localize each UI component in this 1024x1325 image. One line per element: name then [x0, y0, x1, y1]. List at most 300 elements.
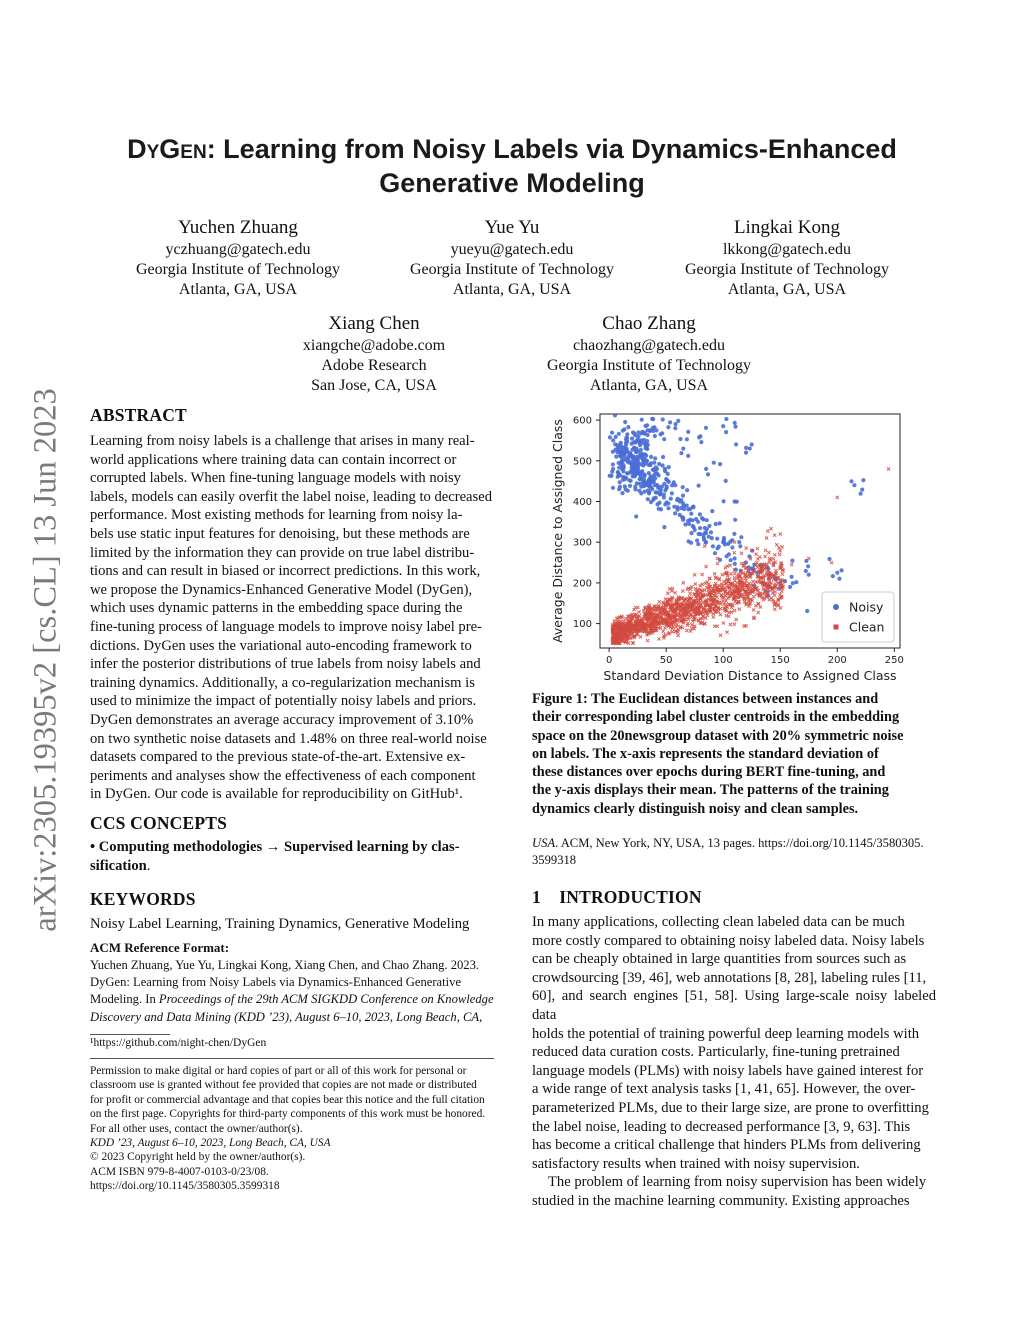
reference-continuation — [532, 835, 936, 869]
abstract-line: in DyGen. Our code is available for reproducibility on GitHub¹. — [90, 786, 463, 803]
permission-line: classroom use is granted without fee provided that copies are not made or distributed — [90, 1079, 477, 1092]
ccs-line — [90, 857, 494, 876]
noisy-point — [645, 459, 649, 463]
noisy-point — [704, 531, 708, 535]
noisy-point — [663, 488, 667, 492]
caption-line: these distances over epochs during BERT fine-tuning, and — [532, 764, 886, 781]
noisy-point — [662, 437, 666, 441]
author-block — [234, 312, 514, 396]
noisy-point — [744, 451, 748, 455]
noisy-point — [673, 511, 677, 515]
noisy-point — [615, 443, 619, 447]
permission-line: For all other uses, contact the owner/author(s). — [90, 1122, 303, 1135]
ccs-heading: CCS CONCEPTS — [90, 813, 228, 833]
abstract-line: tions and can result in biased or incorrect predictions. In this work, — [90, 563, 481, 580]
noisy-point — [638, 443, 642, 447]
noisy-point — [664, 477, 668, 481]
noisy-point — [634, 514, 638, 518]
noisy-point — [628, 484, 632, 488]
noisy-point — [735, 500, 739, 504]
noisy-point — [683, 522, 687, 526]
author-email: yczhuang@gatech.edu — [165, 241, 311, 258]
abstract-line: infer the posterior distributions of true labels from noisy labels and — [90, 656, 481, 673]
arxiv-side-banner: arXiv:2305.19395v2 [cs.CL] 13 Jun 2023 — [27, 388, 64, 932]
noisy-point — [673, 426, 677, 430]
noisy-point — [620, 459, 624, 463]
noisy-point — [617, 473, 621, 477]
noisy-point — [710, 536, 714, 540]
author-affiliation: Georgia Institute of Technology — [135, 261, 341, 278]
noisy-point — [662, 525, 666, 529]
intro-line: 60], and search engines [51, 58]. Using large-scale noisy labeled data — [532, 988, 936, 1023]
reference-line: Yuchen Zhuang, Yue Yu, Lingkai Kong, Xiang Chen, and Chao Zhang. 2023. — [90, 958, 480, 972]
noisy-point — [835, 571, 839, 575]
reference-cont-line — [532, 835, 936, 852]
noisy-point — [621, 478, 625, 482]
reference-cont-italic: USA — [532, 836, 556, 850]
noisy-point — [689, 512, 693, 516]
noisy-point — [640, 430, 644, 434]
legend — [822, 592, 894, 642]
abstract-line: bels use static input features for denoising, but these methods are — [90, 525, 470, 542]
noisy-point — [696, 520, 700, 524]
noisy-point — [658, 492, 662, 496]
noisy-point — [657, 473, 661, 477]
abstract-line: datasets compared to the previous state-of-the-art. Extensive ex- — [90, 749, 466, 766]
abstract-line: which uses dynamic patterns in the embedding space during the — [90, 600, 463, 617]
noisy-point — [707, 524, 711, 528]
x-tick-label: 0 — [605, 655, 613, 666]
noisy-point — [697, 484, 701, 488]
noisy-point — [689, 531, 693, 535]
author-affiliation: Adobe Research — [321, 357, 427, 374]
title-rest: : Learning from Noisy Labels via Dynamics-Enhanced — [206, 134, 897, 164]
x-tick-label: 100 — [713, 655, 733, 666]
intro-line: has become a critical challenge that hinders PLMs from delivering — [532, 1137, 921, 1154]
noisy-point — [726, 542, 730, 546]
figure-caption — [532, 690, 936, 818]
introduction-body — [532, 913, 936, 1211]
noisy-point — [660, 485, 664, 489]
author-name: Lingkai Kong — [733, 217, 841, 238]
noisy-point — [626, 489, 630, 493]
noisy-point — [737, 540, 741, 544]
noisy-point — [648, 463, 652, 467]
author-location: San Jose, CA, USA — [311, 377, 437, 394]
caption-line: the y-axis displays their mean. The patterns of the training — [532, 782, 889, 799]
noisy-point — [610, 431, 614, 435]
noisy-point — [633, 487, 637, 491]
caption-line: space on the 20newsgroup dataset with 20% symmetric noise — [532, 727, 904, 744]
noisy-point — [636, 434, 640, 438]
noisy-point — [689, 541, 693, 545]
abstract-body — [90, 432, 494, 804]
abstract-heading: ABSTRACT — [90, 405, 187, 425]
noisy-point — [698, 512, 702, 516]
noisy-point — [642, 477, 646, 481]
abstract-line: DyGen demonstrates an average accuracy improvement of 3.10% — [90, 711, 474, 728]
noisy-point — [650, 487, 654, 491]
ccs-line: • Computing methodologies → Supervised learning by clas- — [90, 839, 460, 855]
footnote: ¹https://github.com/night-chen/DyGen — [90, 1037, 267, 1049]
intro-line: satisfactory results when trained with noisy supervision. — [532, 1155, 860, 1172]
author-block — [647, 216, 927, 300]
noisy-point — [837, 577, 841, 581]
noisy-point — [706, 472, 710, 476]
abstract-line: used to minimize the impact of potentially noisy labels and priors. — [90, 693, 477, 710]
keywords-heading: KEYWORDS — [90, 889, 196, 909]
noisy-point — [849, 479, 853, 483]
y-tick-label: 500 — [572, 456, 592, 468]
author-location: Atlanta, GA, USA — [178, 281, 298, 298]
reference-cont-line: 3599318 — [532, 853, 577, 867]
noisy-point — [649, 500, 653, 504]
caption-line: their corresponding label cluster centroids in the embedding — [532, 709, 900, 726]
permission-line: Permission to make digital or hard copies of part or all of this work for personal or — [90, 1065, 467, 1077]
noisy-point — [661, 455, 665, 459]
y-tick-label: 600 — [572, 415, 592, 427]
noisy-point — [712, 461, 716, 465]
caption-line: on labels. The x-axis represents the standard deviation of — [532, 745, 879, 762]
intro-line: parameterized PLMs, due to their large size, are prone to overfitting — [532, 1099, 929, 1116]
noisy-point — [704, 540, 708, 544]
noisy-point — [614, 455, 618, 459]
noisy-point — [647, 490, 651, 494]
caption-line: dynamics clearly distinguish noisy and clean samples. — [532, 800, 859, 817]
noisy-point — [649, 478, 653, 482]
noisy-point — [807, 573, 811, 577]
noisy-point — [653, 456, 657, 460]
y-tick-label: 400 — [572, 496, 592, 508]
scatter-plot — [540, 408, 920, 684]
keywords-text: Noisy Label Learning, Training Dynamics, Generative Modeling — [90, 916, 470, 932]
intro-line: the label noise, leading to decreased performance [3, 9, 63]. This — [532, 1118, 911, 1135]
noisy-point — [722, 499, 726, 503]
intro-line: reduced data curation costs. Particularly, fine-tuning pretrained — [532, 1044, 900, 1061]
noisy-point — [717, 545, 721, 549]
noisy-point — [631, 457, 635, 461]
intro-line: can be cheaply obtained in large quantities from sources such as — [532, 951, 907, 968]
noisy-point — [827, 557, 831, 561]
noisy-point — [669, 497, 673, 501]
noisy-point — [704, 426, 708, 430]
noisy-point — [729, 558, 733, 562]
noisy-point — [625, 439, 629, 443]
noisy-point — [657, 501, 661, 505]
noisy-point — [852, 483, 856, 487]
noisy-point — [840, 568, 844, 572]
abstract-line: training dynamics. Additionally, a co-regularization mechanism is — [90, 674, 475, 691]
reference-italic: Proceedings of the 29th ACM SIGKDD Conference on Knowledge — [158, 992, 494, 1007]
caption-line: Figure 1: The Euclidean distances between instances and — [532, 691, 879, 707]
noisy-point — [861, 478, 865, 482]
permission-rule — [90, 1058, 494, 1059]
x-tick-label: 150 — [770, 655, 790, 666]
footnote-rule — [90, 1034, 170, 1035]
noisy-point — [627, 408, 631, 409]
title-method-name: DyGen — [127, 134, 207, 164]
title-line-1 — [100, 132, 924, 166]
noisy-point — [794, 580, 798, 584]
noisy-point — [651, 468, 655, 472]
author-email: yueyu@gatech.edu — [450, 241, 574, 258]
legend-noisy-label: Noisy — [849, 599, 884, 615]
noisy-point — [678, 437, 682, 441]
author-name: Yuchen Zhuang — [178, 217, 298, 238]
author-name: Yue Yu — [484, 217, 540, 238]
noisy-point — [724, 479, 728, 483]
noisy-point — [676, 419, 680, 423]
noisy-point — [670, 491, 674, 495]
permission-isbn: ACM ISBN 979-8-4007-0103-0/23/08. — [90, 1165, 269, 1178]
noisy-point — [733, 518, 737, 522]
x-tick-label: 50 — [659, 655, 673, 666]
author-affiliation: Georgia Institute of Technology — [546, 357, 752, 374]
noisy-point — [614, 435, 618, 439]
author-affiliation: Georgia Institute of Technology — [409, 261, 615, 278]
noisy-point — [674, 422, 678, 426]
noisy-point — [666, 506, 670, 510]
noisy-point — [734, 442, 738, 446]
noisy-point — [691, 524, 695, 528]
noisy-point — [724, 430, 728, 434]
abstract-line: dictions. DyGen uses the variational auto-encoding framework to — [90, 637, 472, 654]
noisy-point — [617, 466, 621, 470]
noisy-point — [625, 471, 629, 475]
noisy-point — [709, 530, 713, 534]
noisy-point — [645, 423, 649, 427]
noisy-point — [623, 420, 627, 424]
noisy-point — [663, 467, 667, 471]
noisy-point — [738, 544, 742, 548]
noisy-point — [714, 522, 718, 526]
noisy-point — [750, 442, 754, 446]
noisy-point — [608, 474, 612, 478]
reference-line: Discovery and Data Mining (KDD ’23), August 6–10, 2023, Long Beach, CA, — [90, 1009, 483, 1024]
noisy-point — [698, 526, 702, 530]
abstract-line: world applications where training data can contain incorrect or — [90, 451, 457, 468]
abstract-line: on two synthetic noise datasets and 1.48% on three real-world noise — [90, 730, 487, 747]
introduction-heading: 1 INTRODUCTION — [532, 887, 702, 907]
noisy-point — [859, 492, 863, 496]
noisy-point — [804, 569, 808, 573]
noisy-point — [622, 427, 626, 431]
noisy-point — [686, 519, 690, 523]
abstract-line: periments and analyses show the effectiveness of each component — [90, 767, 476, 784]
author-email: lkkong@gatech.edu — [722, 241, 852, 258]
noisy-point — [642, 438, 646, 442]
permission-line: for profit or commercial advantage and that copies bear this notice and the full citation — [90, 1093, 485, 1106]
noisy-point — [619, 450, 623, 454]
noisy-point — [660, 431, 664, 435]
noisy-point — [651, 417, 655, 421]
noisy-point — [696, 542, 700, 546]
noisy-point — [705, 518, 709, 522]
noisy-point — [730, 545, 734, 549]
noisy-point — [627, 478, 631, 482]
permission-copyright: © 2023 Copyright held by the owner/author(s). — [90, 1151, 306, 1164]
noisy-point — [662, 492, 666, 496]
reference-format-heading: ACM Reference Format: — [90, 940, 230, 955]
reference-plain: Modeling. In — [90, 992, 159, 1007]
noisy-point — [625, 435, 629, 439]
noisy-point — [718, 462, 722, 466]
intro-line: language models (PLMs) with noisy labels have gained interest for — [532, 1062, 924, 1079]
noisy-point — [666, 425, 670, 429]
noisy-point — [626, 425, 630, 429]
noisy-point — [790, 575, 794, 579]
reference-line: DyGen: Learning from Noisy Labels via Dynamics-Enhanced Generative — [90, 975, 462, 990]
noisy-point — [697, 532, 701, 536]
noisy-point — [657, 507, 661, 511]
noisy-point — [633, 446, 637, 450]
x-tick-label: 250 — [884, 655, 904, 666]
noisy-point — [639, 491, 643, 495]
noisy-point — [685, 504, 689, 508]
noisy-point — [725, 554, 729, 558]
noisy-point — [672, 480, 676, 484]
noisy-point — [790, 559, 794, 563]
noisy-point — [654, 428, 658, 432]
noisy-point — [667, 465, 671, 469]
noisy-point — [722, 540, 726, 544]
noisy-point — [654, 490, 658, 494]
noisy-point — [655, 483, 659, 487]
noisy-point — [681, 518, 685, 522]
ccs-line-end: . — [146, 857, 151, 874]
noisy-point — [806, 564, 810, 568]
legend-noisy-marker — [833, 604, 839, 610]
noisy-point — [805, 609, 809, 613]
author-email: xiangche@adobe.com — [302, 337, 446, 354]
noisy-point — [703, 526, 707, 530]
permission-doi[interactable]: https://doi.org/10.1145/3580305.3599318 — [90, 1180, 280, 1193]
noisy-point — [657, 462, 661, 466]
noisy-point — [681, 447, 685, 451]
noisy-point — [718, 521, 722, 525]
noisy-point — [733, 425, 737, 429]
intro-line: holds the potential of training powerful deep learning models with — [532, 1025, 920, 1042]
noisy-point — [681, 494, 685, 498]
author-location: Atlanta, GA, USA — [589, 377, 709, 394]
noisy-point — [693, 528, 697, 532]
noisy-point — [639, 448, 643, 452]
noisy-point — [733, 556, 737, 560]
noisy-point — [642, 472, 646, 476]
noisy-point — [724, 417, 728, 421]
noisy-point — [630, 442, 634, 446]
noisy-point — [635, 481, 639, 485]
abstract-line: performance. Most existing methods for learning from noisy la- — [90, 507, 463, 524]
author-email: chaozhang@gatech.edu — [573, 337, 725, 354]
noisy-point — [733, 421, 737, 425]
y-tick-label: 300 — [572, 537, 592, 549]
noisy-point — [611, 486, 615, 490]
ccs-body — [90, 838, 494, 875]
noisy-point — [640, 418, 644, 422]
noisy-point — [661, 417, 665, 421]
noisy-point — [611, 462, 615, 466]
noisy-point — [679, 451, 683, 455]
intro-line: crowdsourcing [39, 46], web annotations [8, 28], labeling rules [11, — [532, 969, 927, 986]
abstract-line: Learning from noisy labels is a challenge that arises in many real- — [90, 433, 475, 449]
intro-line: a wide range of text analysis tasks [1, 41, 65]. However, the over- — [532, 1081, 916, 1098]
x-axis-label: Standard Deviation Distance to Assigned Class — [603, 668, 897, 683]
noisy-point — [653, 434, 657, 438]
noisy-point — [699, 440, 703, 444]
x-tick-label: 200 — [827, 655, 847, 666]
noisy-point — [748, 446, 752, 450]
noisy-point — [831, 574, 835, 578]
noisy-point — [646, 497, 650, 501]
noisy-point — [611, 467, 615, 471]
noisy-point — [678, 513, 682, 517]
y-tick-label: 100 — [572, 619, 592, 631]
reference-line — [90, 991, 494, 1008]
noisy-point — [710, 509, 714, 513]
noisy-point — [628, 451, 632, 455]
noisy-point — [652, 473, 656, 477]
noisy-point — [688, 507, 692, 511]
abstract-line: fine-tuning process of language models to improve noisy label pre- — [90, 618, 482, 635]
noisy-point — [630, 437, 634, 441]
noisy-point — [697, 435, 701, 439]
noisy-point — [744, 446, 748, 450]
author-name: Xiang Chen — [328, 313, 420, 334]
permission-venue: KDD ’23, August 6–10, 2023, Long Beach, CA, USA — [90, 1137, 331, 1150]
paper-title — [100, 132, 924, 200]
author-name: Chao Zhang — [602, 313, 696, 334]
author-block — [509, 312, 789, 396]
noisy-point — [679, 506, 683, 510]
noisy-point — [791, 581, 795, 585]
noisy-point — [686, 430, 690, 434]
y-tick-label: 200 — [572, 578, 592, 590]
abstract-line: labels, models can easily overfit the label noise, leading to decreased — [90, 488, 492, 505]
intro-line: studied in the machine learning community. Existing approaches — [532, 1192, 910, 1209]
noisy-point — [608, 435, 612, 439]
author-location: Atlanta, GA, USA — [452, 281, 572, 298]
noisy-point — [686, 454, 690, 458]
noisy-point — [645, 447, 649, 451]
noisy-point — [739, 535, 743, 539]
intro-line: In many applications, collecting clean labeled data can be much — [532, 914, 905, 930]
noisy-point — [788, 585, 792, 589]
abstract-line: we propose the Dynamics-Enhanced Generative Model (DyGen), — [90, 581, 473, 598]
author-block — [98, 216, 378, 300]
noisy-point — [733, 562, 737, 566]
noisy-point — [685, 437, 689, 441]
noisy-point — [619, 441, 623, 445]
permission-block — [90, 1064, 494, 1194]
noisy-point — [685, 488, 689, 492]
legend-clean-label: Clean — [849, 619, 885, 635]
intro-line: The problem of learning from noisy supervision has been widely — [548, 1174, 927, 1191]
intro-line: more costly compared to obtaining noisy labeled data. Noisy labels — [532, 932, 925, 949]
author-block — [372, 216, 652, 300]
noisy-point — [630, 464, 634, 468]
abstract-line: corrupted labels. When fine-tuning language models with noisy — [90, 470, 461, 487]
noisy-point — [615, 450, 619, 454]
noisy-point — [611, 438, 615, 442]
reference-cont-text: . ACM, New York, NY, USA, 13 pages. https://doi.org/10.1145/3580305. — [555, 836, 924, 850]
noisy-point — [695, 538, 699, 542]
noisy-point — [633, 461, 637, 465]
ccs-line-bold: sification — [90, 857, 147, 874]
noisy-point — [860, 488, 864, 492]
y-axis-label: Average Distance to Assigned Class — [550, 419, 565, 643]
noisy-point — [622, 465, 626, 469]
